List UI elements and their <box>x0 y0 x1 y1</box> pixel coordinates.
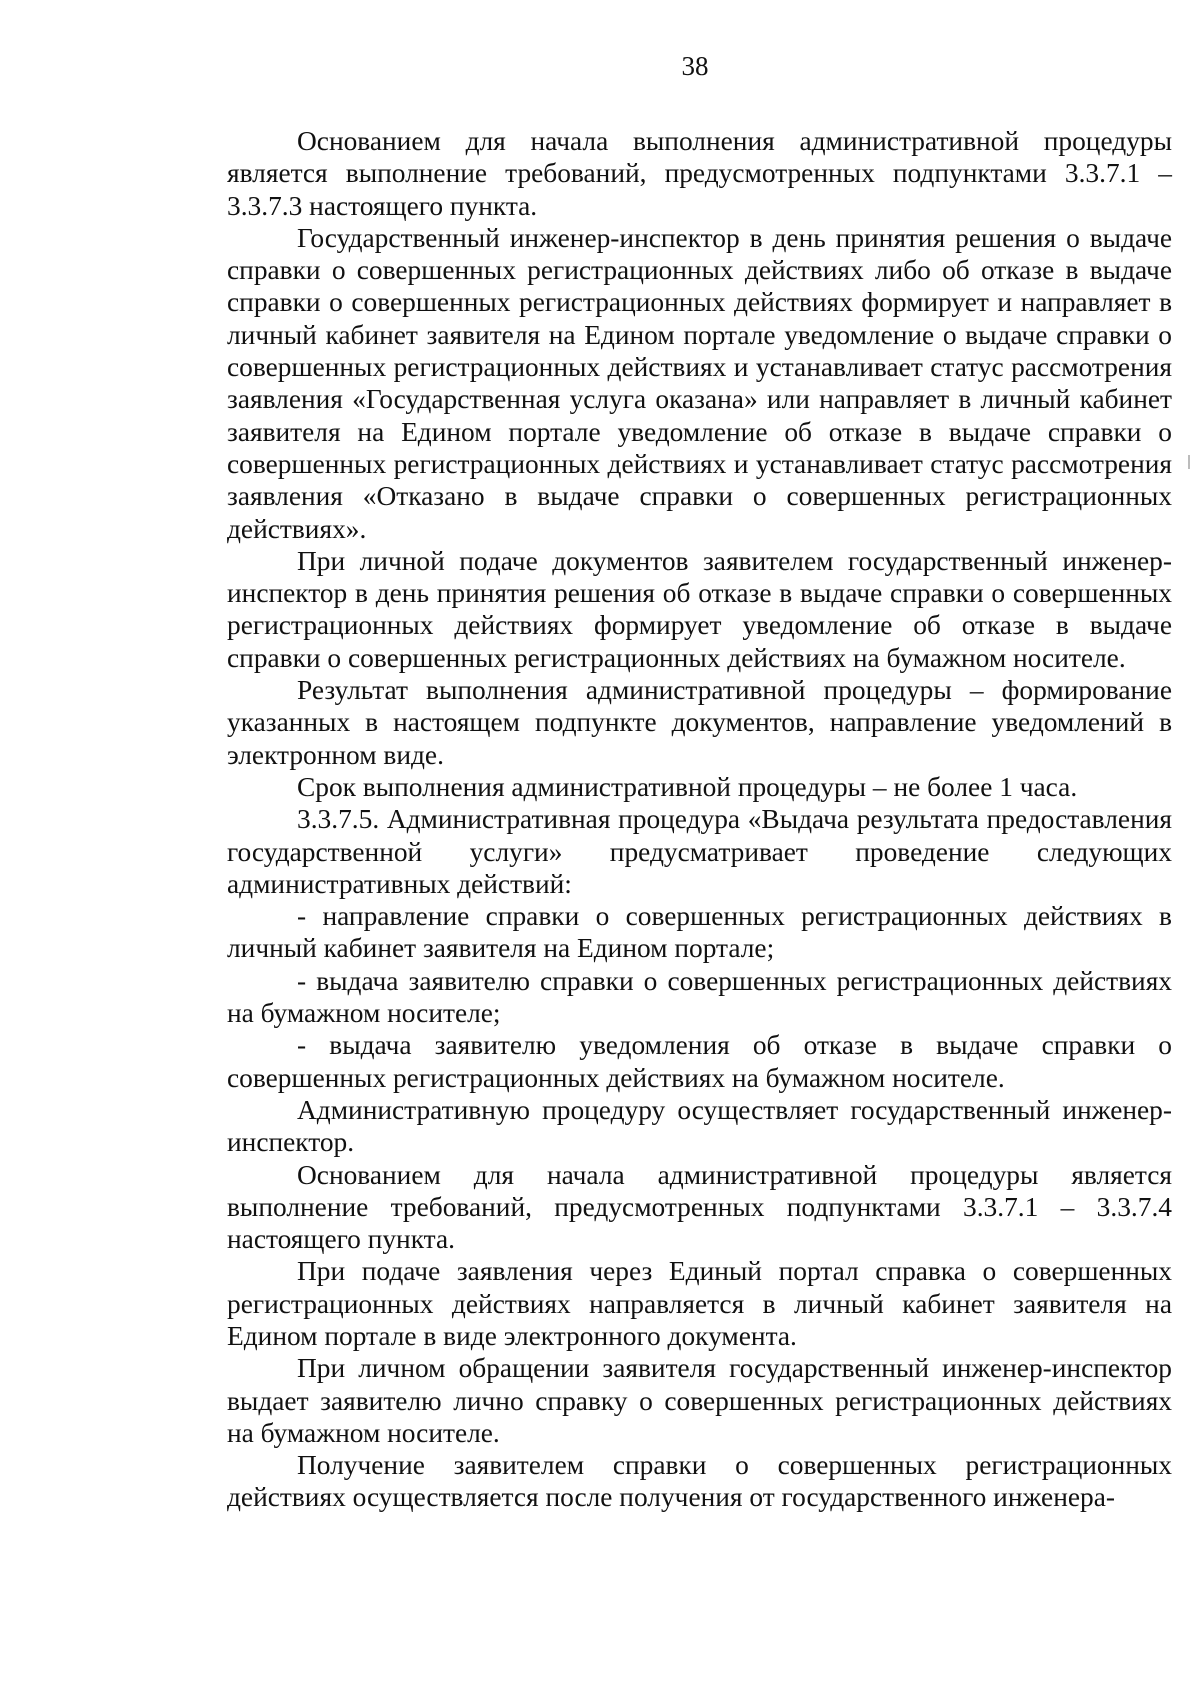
list-item: - выдача заявителю уведомления об отказе в выдаче справки о совершенных регистрационных действиях на бумажном носителе. <box>227 1030 1172 1093</box>
paragraph: При личном обращении заявителя государственный инженер-инспектор выдает заявителю лично справку о совершенных регистрационных действиях на бумажном носителе. <box>227 1353 1172 1448</box>
paragraph: Административную процедуру осуществляет государственный инженер-инспектор. <box>227 1094 1172 1158</box>
paragraph: Основанием для начала административной процедуры является выполнение требований, предусмотренных подпунктами 3.3.7.1 – 3.3.7.4 настоящего пункта. <box>227 1159 1172 1255</box>
paragraph: Получение заявителем справки о совершенных регистрационных действиях осуществляется после получения от государственного инженера- <box>227 1450 1172 1513</box>
document-body <box>227 125 1172 1514</box>
paragraph: 3.3.7.5. Административная процедура «Выдача результата предоставления государственной услуги» предусматривает проведение следующих административных действий: <box>227 804 1172 899</box>
paragraph: При личной подаче документов заявителем государственный инженер-инспектор в день принятия решения об отказе в выдаче справки о совершенных регистрационных действиях формирует уведомление об отказе в выдаче справки о совершенных регистрационных действиях на бумажном носителе. <box>227 545 1172 673</box>
paragraph: Государственный инженер-инспектор в день принятия решения о выдаче справки о совершенных регистрационных действиях либо об отказе в выдаче справки о совершенных регистрационных действиях формирует и направляет в личный кабинет заявителя на Едином портале уведомление о выдаче справки о совершенных регистрационных действиях и устанавливает статус рассмотрения заявления «Государственная услуга оказана» или направляет в личный кабинет заявителя на Едином портале уведомление об отказе в выдаче справки о совершенных регистрационных действиях и устанавливает статус рассмотрения заявления «Отказано в выдаче справки о совершенных регистрационных действиях». <box>227 222 1172 544</box>
scan-artifact <box>1188 455 1190 469</box>
paragraph: Результат выполнения административной процедуры – формирование указанных в настоящем подпункте документов, направление уведомлений в электронном виде. <box>227 675 1172 770</box>
page-number: 38 <box>681 51 709 81</box>
paragraph: Срок выполнения административной процедуры – не более 1 часа. <box>297 771 1078 802</box>
paragraph: При подаче заявления через Единый портал справка о совершенных регистрационных действиях направляется в личный кабинет заявителя на Едином портале в виде электронного документа. <box>227 1256 1172 1351</box>
list-item: - выдача заявителю справки о совершенных регистрационных действиях на бумажном носителе; <box>227 965 1172 1029</box>
list-item: - направление справки о совершенных регистрационных действиях в личный кабинет заявителя на Едином портале; <box>227 901 1172 964</box>
paragraph: Основанием для начала выполнения административной процедуры является выполнение требований, предусмотренных подпунктами 3.3.7.1 – 3.3.7.3 настоящего пункта. <box>227 126 1172 221</box>
